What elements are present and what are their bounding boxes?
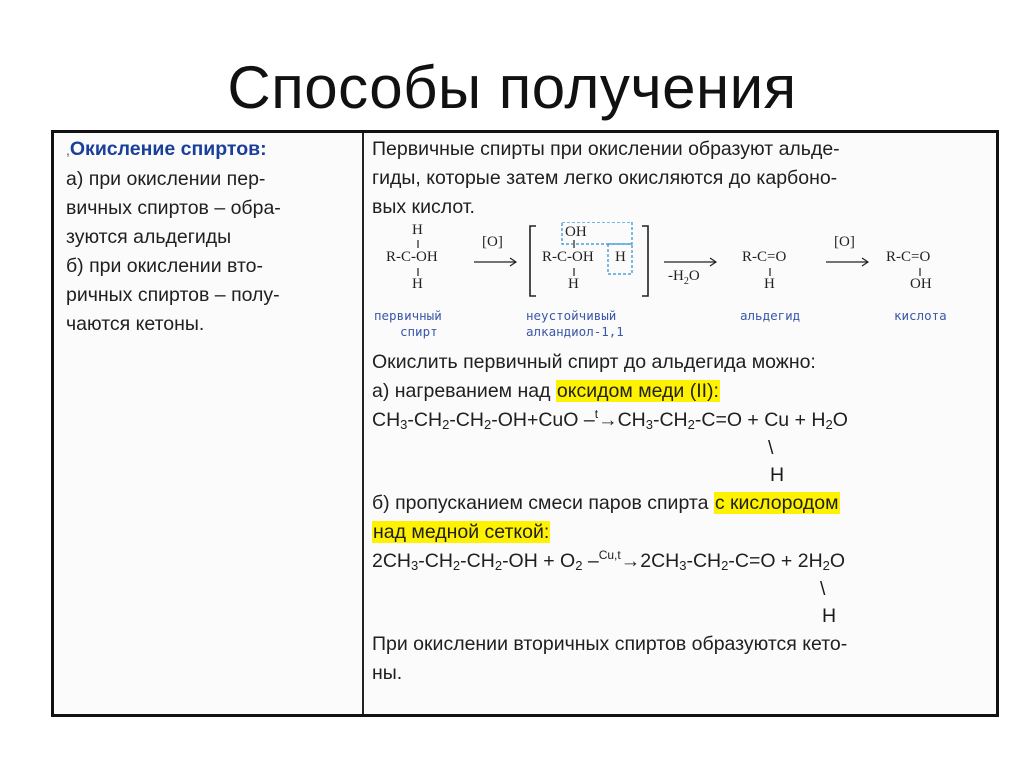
eq2-pendant-h: H xyxy=(822,605,837,627)
method-intro: Окислить первичный спирт до альдегида можно: xyxy=(372,351,816,373)
eq1-part: -CH xyxy=(652,409,688,431)
label-acid: кислота xyxy=(894,308,947,323)
eq2-part: -OH + O xyxy=(502,550,576,572)
water-sub: 2 xyxy=(683,276,689,287)
eq1-part: O xyxy=(832,409,848,431)
atom-h-diol: H xyxy=(615,249,626,265)
eq2-sub: 3 xyxy=(679,558,687,573)
intro-line: вых кислот. xyxy=(372,196,475,218)
atom-h-bottom: H xyxy=(412,276,423,292)
label-primary-2: спирт xyxy=(400,324,438,339)
intro-line: Первичные спирты при окислении образуют альде- xyxy=(372,138,840,160)
eq1-part: CH xyxy=(372,409,401,431)
eq1-part: -CH xyxy=(407,409,443,431)
left-line: чаются кетоны. xyxy=(66,313,205,335)
method-a-prefix: а) нагреванием над xyxy=(372,380,556,402)
eq1-part: -CH xyxy=(449,409,484,431)
label-primary-1: первичный xyxy=(374,308,442,323)
eq2-part: 2CH xyxy=(372,550,412,572)
right-cell xyxy=(372,135,990,688)
intro-line: гиды, которые затем легко окисляются до карбоно- xyxy=(372,167,838,189)
secondary-line: При окислении вторичных спиртов образуются кето- xyxy=(372,633,848,655)
secondary-line: ны. xyxy=(372,662,403,684)
method-b-highlight-2: над медной сеткой: xyxy=(373,521,550,543)
eq1-pendant-bond: \ xyxy=(768,437,774,459)
left-heading: Окисление спиртов: xyxy=(69,138,267,160)
heading-prefix: , xyxy=(66,142,70,158)
left-line: а) при окислении пер- xyxy=(66,168,266,190)
atom-oh-top: OH xyxy=(565,224,587,240)
column-divider xyxy=(362,133,364,714)
eq2-part: – xyxy=(582,550,599,572)
eq2-condition: Cu,t xyxy=(598,548,621,562)
eq2-part: -CH xyxy=(460,550,495,572)
oxidant-label-2: [O] xyxy=(834,234,855,250)
content-table xyxy=(51,130,999,717)
left-heading-line xyxy=(66,135,356,165)
method-b-highlight-1: с кислородом xyxy=(714,492,839,514)
eq1-part: -OH+CuO – xyxy=(491,409,595,431)
method-b-line-2 xyxy=(372,518,990,547)
left-line: б) при окислении вто- xyxy=(66,255,263,277)
primary-alcohol-formula: R-C-OH xyxy=(386,249,438,265)
label-unstable-1: неустойчивый xyxy=(526,308,617,323)
aldehyde-formula: R-C=O xyxy=(742,249,787,265)
eq1-condition: t xyxy=(594,407,599,421)
eq2-sub: 2 xyxy=(452,558,461,573)
eq2-part: -C=O + 2H xyxy=(728,550,823,572)
atom-h-diol-bottom: H xyxy=(568,276,579,292)
oxidation-scheme xyxy=(372,222,990,348)
left-cell xyxy=(66,135,356,339)
atom-h-aldehyde: H xyxy=(764,276,775,292)
method-a-highlight: оксидом меди (II): xyxy=(556,380,719,402)
eq1-sub: 3 xyxy=(400,417,408,432)
atom-h-top: H xyxy=(412,222,423,238)
eq1-sub: 2 xyxy=(483,417,492,432)
label-unstable-2: алкандиол-1,1 xyxy=(526,324,624,339)
eq1-part: →CH xyxy=(598,409,646,431)
eq1-sub: 2 xyxy=(687,417,695,432)
left-line: ричных спиртов – полу- xyxy=(66,284,280,306)
eq1-sub: 2 xyxy=(825,417,833,432)
eq1-pendant-h: H xyxy=(770,464,785,486)
eq2-sub: 3 xyxy=(411,558,419,573)
eq1-part: -C=O + Cu + H xyxy=(694,409,826,431)
acid-formula: R-C=O xyxy=(886,249,931,265)
label-aldehyde: альдегид xyxy=(740,308,801,323)
water-h: -H xyxy=(668,268,684,284)
oxidant-label: [O] xyxy=(482,234,503,250)
eq2-pendant-bond: \ xyxy=(820,578,826,600)
eq2-sub: 2 xyxy=(822,558,830,573)
method-a-line xyxy=(372,377,990,406)
water-loss-label xyxy=(668,268,700,287)
eq2-sub: 2 xyxy=(494,558,503,573)
eq2-part: -CH xyxy=(418,550,453,572)
left-line: зуются альдегиды xyxy=(66,226,232,248)
eq2-part: -CH xyxy=(686,550,722,572)
eq1-sub: 3 xyxy=(645,417,653,432)
eq2-sub: 2 xyxy=(575,558,583,573)
eq2-part: O xyxy=(829,550,846,572)
water-o: O xyxy=(688,268,700,284)
method-b-prefix: б) пропусканием смеси паров спирта xyxy=(372,492,714,514)
atom-oh-acid: OH xyxy=(910,276,932,292)
eq2-sub: 2 xyxy=(721,558,729,573)
slide-title: Способы получения xyxy=(227,54,797,121)
equation-1 xyxy=(372,406,990,435)
left-line: вичных спиртов – обра- xyxy=(66,197,281,219)
eq1-sub: 2 xyxy=(442,417,450,432)
eq2-part: →2CH xyxy=(620,550,680,572)
method-b-line xyxy=(372,489,990,518)
gem-diol-formula: R-C-OH xyxy=(542,249,594,265)
equation-2 xyxy=(372,547,990,576)
